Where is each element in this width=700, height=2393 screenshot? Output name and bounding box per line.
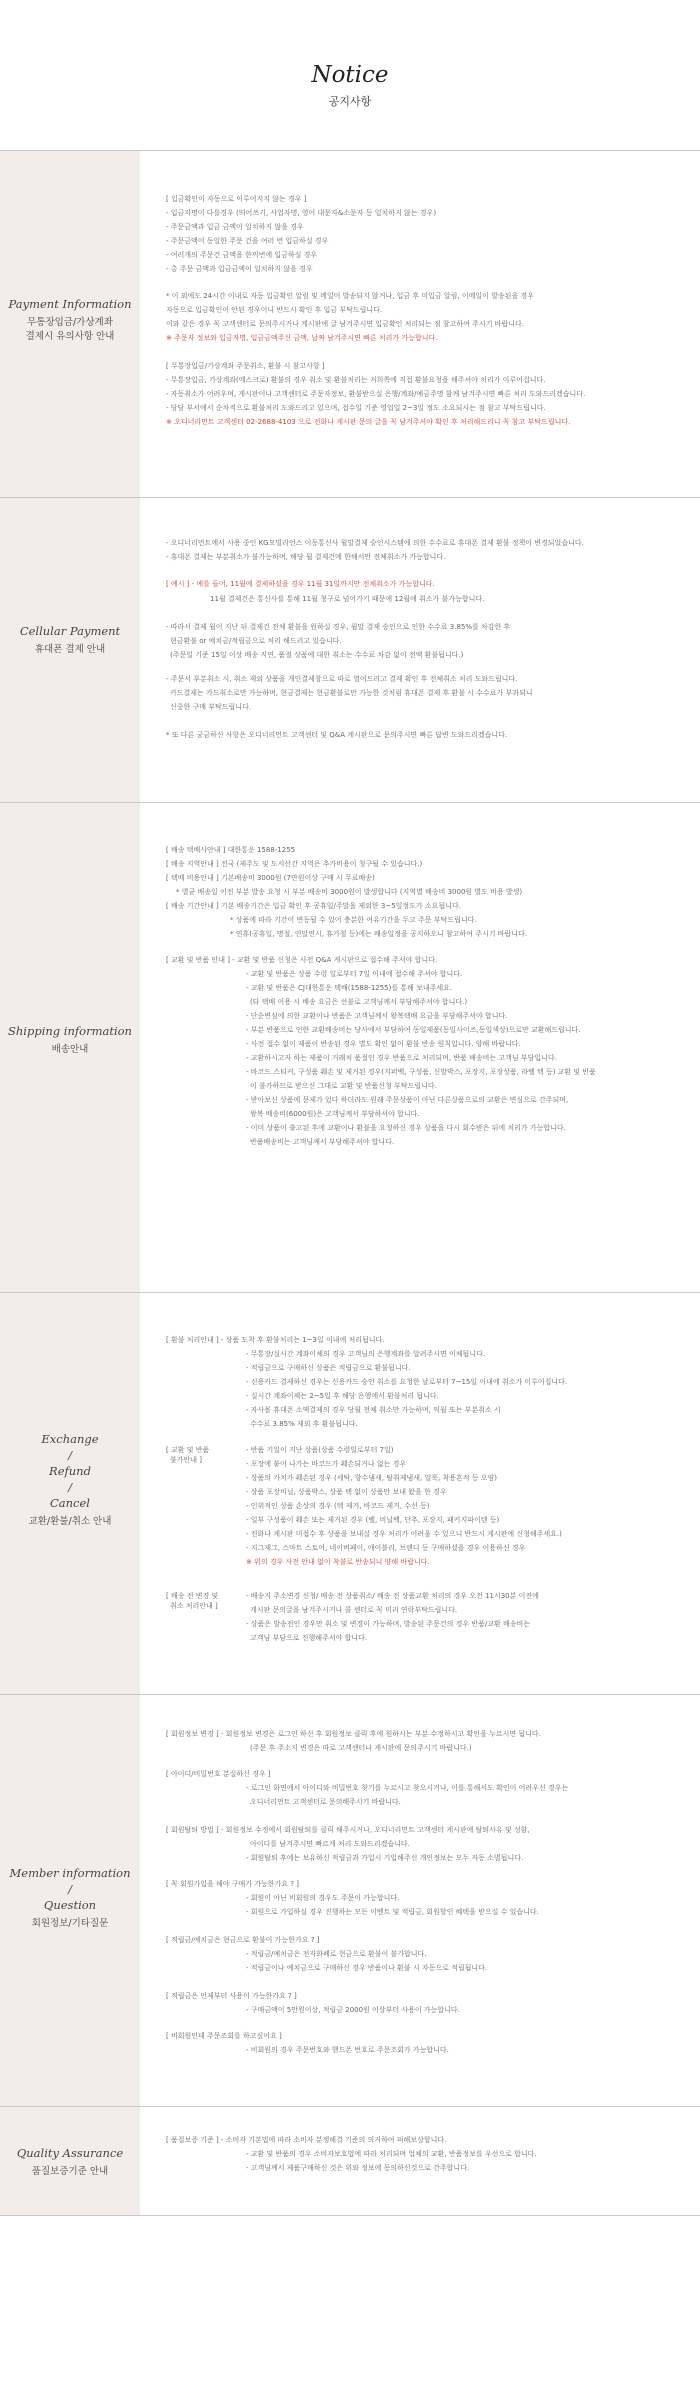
notice-line: - 교환 및 반품은 상품 수령 일로부터 7일 이내에 접수해 주셔야 합니다. [246, 970, 463, 978]
notice-line: 오디너리먼트 고객센터로 문의해주시기 바랍니다. [250, 1798, 401, 1806]
notice-line: - 받아보신 상품에 문제가 있다 하더라도 원래 주문상품이 아닌 다른상품으로의 교환은 변심으로 간주되며, [246, 1096, 569, 1104]
notice-example: [ 예시 ] - 예를 들어, 11월에 결제하셨을 경우 11월 31일까지만 전체취소가 가능합니다. [166, 580, 435, 588]
section-label-panel [0, 498, 140, 803]
notice-line: [ 배송 기간안내 ] 기본 배송기간은 입금 확인 후 공휴일/주말을 제외한 3~5일정도가 소요됩니다. [166, 902, 461, 910]
page-subtitle: 공지사항 [328, 95, 372, 108]
notice-line: - 배송지 주소변경 신청/ 배송 전 상품취소/ 배송 전 상품교환 처리의 경우 오전 11시30분 이전에 [246, 1592, 539, 1600]
notice-line: - 사전 접수 없이 제품이 반송된 경우 별도 확인 없이 환불 반송 원칙입니다. 양해 바랍니다. [246, 1040, 521, 1048]
notice-line: [ 배송 택배사안내 ] 대한통운 1588-1255 [166, 846, 296, 854]
notice-line: - 반품 기일이 지난 상품(상품 수령일로부터 7일) [246, 1446, 394, 1454]
notice-warning: ※ 위의 경우 사전 안내 없이 착불로 반송되니 양해 바랍니다. [246, 1558, 430, 1566]
notice-line: (주문 후 주소지 변경은 따로 고객센터나 게시판에 문의주시기 바랍니다.) [250, 1744, 472, 1752]
notice-line: - 부분 반품으로 인한 교환배송비는 당사에서 부담하여 동일제품(동일사이즈,동일색상)으로만 교환해드립니다. [246, 1026, 581, 1034]
notice-line: [ 꼭 회원가입을 해야 구매가 가능한가요 ? ] [166, 1880, 299, 1888]
notice-line: - 회원탈퇴 후에는 보유하신 적립금과 가입시 기입해주신 개인정보는 모두 자동 소멸됩니다. [246, 1854, 524, 1862]
section-member-information [0, 1694, 700, 2107]
notice-line: - 교환 및 반품은 CJ대한통운 택배(1588-1255)를 통해 보내주세요. [246, 984, 453, 992]
notice-line: * 별균 배송일 이전 부분 발송 요청 시 부분 배송비 3000원이 발생합니다 (지역별 배송비 3000원 별도 비용 발생) [176, 888, 523, 896]
section-title-en: Payment Information [8, 297, 132, 311]
section-content [166, 498, 680, 803]
notice-line: - 무통장입금, 가상계좌(에스크로) 환불의 경우 취소 및 환불처리는 저희쪽에 직접 환불요청을 해주셔야 처리가 이루어집니다. [166, 376, 546, 384]
notice-line: [ 입금확인이 자동으로 이루어지지 않는 경우 ] [166, 195, 307, 203]
notice-line: - 여러개의 주문건 금액을 한꺼번에 입금하실 경우 [166, 251, 318, 259]
section-label-panel [0, 1695, 140, 2107]
section-title-ko: 무통장입금/가상계좌 결제시 유의사항 안내 [25, 317, 115, 342]
notice-line: - 총 주문 금액과 입금금액이 일치하지 않을 경우 [166, 265, 313, 273]
notice-line: [ 배송 전 변경 및 [166, 1592, 219, 1600]
section-label-panel [0, 803, 140, 1293]
notice-line: - 교환 및 반품의 경우 소비자보호법에 따라 처리되며 업체의 교환, 반품정보를 우선으로 합니다. [246, 2150, 537, 2158]
section-content [166, 2107, 680, 2215]
section-title-en: Quality Assurance [16, 2146, 124, 2160]
notice-line: - 구매금액이 5만원이상, 적립금 2000원 이상부터 사용이 가능합니다. [246, 2006, 460, 2014]
notice-line: 카드결제는 카드취소로만 가능하며, 현금결제는 현금환불로만 가능한 것처럼 휴대폰 결제 후 환불 시 수수료가 부과되니 [170, 689, 533, 697]
notice-line: - 휴대폰 결제는 부분취소가 불가능하며, 해당 월 결제건에 한해서만 전체취소가 가능합니다. [166, 553, 446, 561]
notice-line: 수수료 3.85% 제외 후 환불됩니다. [250, 1420, 358, 1428]
notice-line: * 이 외에도 24시간 이내로 자동 입금확인 알림 및 메일이 발송되지 않거나, 입금 후 미입금 알림, 이메일이 발송된을 경우 [166, 292, 534, 300]
page-title: Notice [311, 62, 389, 88]
notice-line: * 또 다른 궁금하신 사항은 오디너리먼트 고객센터 및 Q&A 게시판으로 문의주시면 빠른 답변 도와드리겠습니다. [166, 731, 508, 739]
notice-warning: ※ 주문자 정보와 입금자명, 입금금액주신 금액, 날짜 남겨주시면 빠른 처리가 가능합니다. [166, 334, 438, 342]
section-label-panel [0, 151, 140, 498]
notice-line: 불가안내 ] [170, 1456, 203, 1464]
section-label-panel [0, 2107, 140, 2215]
notice-line: [ 교환 및 반품 [166, 1446, 210, 1454]
section-label-panel [0, 1293, 140, 1695]
notice-line: - 상품 포장비닐, 상품박스, 상품 택 없이 상품만 보내 왔을 한 경우 [246, 1488, 447, 1496]
notice-line: - 회원이 아닌 비회원의 경우도 주문이 가능합니다. [246, 1894, 400, 1902]
notice-line: [ 품질보증 기준 ] - 소비자 기본법에 따라 소비자 분쟁해결 기준의 의거하여 피해보상합니다. [166, 2136, 447, 2144]
notice-line: 이 불가하므로 받으신 그대로 교환 및 반품신청 부탁드립니다. [250, 1082, 437, 1090]
notice-line: 취소 처리안내 ] [170, 1602, 218, 1610]
notice-line: [ 교환 및 반품 안내 ] - 교환 및 반품 신청은 사전 Q&A 게시판으로 접수해 주셔야 합니다. [166, 956, 438, 964]
notice-line: - 실시간 계좌이체는 2~5일 후 해당 은행에서 환불처리 됩니다. [246, 1392, 439, 1400]
notice-line: - 고객님께서 제품구매하신 것은 위와 정보에 동의하신것으로 간주합니다. [246, 2164, 470, 2172]
notice-line: 자동으로 입금확인이 안된 경우이니 반드시 확인 후 입금 부탁드립니다. [166, 306, 383, 314]
notice-line: - 자사몰 휴대폰 소액결제의 경우 당월 전체 취소만 가능하며, 익월 또는 부분취소 시 [246, 1406, 501, 1414]
notice-line: [ 회원정보 변경 ] - 회원정보 변경은 로그인 하신 후 회원정보 클릭 후에 원하시는 부분 수정하시고 확인을 누르시면 됩니다. [166, 1730, 541, 1738]
notice-line: - 교환하시고자 하는 제품이 거래처 품절인 경우 반품으로 처리되며, 반품 배송비는 고객님 부담입니다. [246, 1054, 557, 1062]
notice-line: [ 적립금은 언제부터 사용이 가능한가요 ? ] [166, 1992, 297, 2000]
notice-line: - 바코드 스티커, 구성품 훼손 및 제거된 경우(지퍼백, 구성품, 신발박스, 포장지, 포장상품, 라벨 텍 등) 교환 및 반품 [246, 1068, 596, 1076]
notice-line: - 주문금액과 입금 금액이 일치하지 않을 경우 [166, 223, 304, 231]
notice-line: [ 적립금/예치금은 현금으로 환불이 가능한가요 ? ] [166, 1936, 320, 1944]
notice-line: [ 환불 처리안내 ] - 상품 도착 후 환불처리는 1~3일 이내에 처리됩니다. [166, 1336, 385, 1344]
notice-line: 11월 결제건은 통신사를 통해 11월 청구로 넘어가기 때문에 12월에 취소가 불가능합니다. [210, 595, 485, 603]
notice-line: [ 택배 비용안내 ] 기본배송비 3000원 (7만원이상 구매 시 무료배송) [166, 874, 375, 882]
notice-line: - 인위적인 상품 손상의 경우 (택 제거, 바코드 제거, 수선 등) [246, 1502, 430, 1510]
notice-line: 신중한 구매 부탁드립니다. [170, 703, 252, 711]
section-title-ko: 배송안내 [51, 1044, 89, 1055]
notice-header [0, 0, 700, 150]
notice-line: - 적립금/예치금은 전자화폐로 현금으로 환불이 불가합니다. [246, 1950, 427, 1958]
notice-line: - 당담 부서에서 순차적으로 환불처리 도와드리고 있으며, 접수일 기준 영업일 2~3일 정도 소요되시는 점 참고 부탁드립니다. [166, 404, 546, 412]
notice-line: [ 무통장입금/가상계좌 주문취소, 환불 시 참고사항 ] [166, 362, 325, 370]
notice-line: - 상품의 가치가 훼손된 경우 (세탁, 향수냄새, 탈취제냄새, 얼룩, 착용흔적 등 오염) [246, 1474, 497, 1482]
section-title-en: Shipping information [8, 1024, 132, 1038]
notice-line: - 자동취소가 어려우며, 게시판이나 고객센터로 주문자정보, 환불받으실 은행/계좌/예금주명 함께 남겨주시면 빠른 처리 도와드리겠습니다. [166, 390, 586, 398]
notice-line: * 연휴(공휴일, 명절, 연말연시, 휴가철 등)에는 배송일정을 공지하오니 참고하여 주시기 바랍니다. [230, 930, 528, 938]
notice-line: - 단순변심에 의한 교환이나 반품은 고객님께서 왕복택배 요금을 부담해주셔야 합니다. [246, 1012, 508, 1020]
notice-line: 왕복 배송비(6000원)은 고객님께서 부담하셔야 합니다. [250, 1110, 420, 1118]
notice-line: 현금환불 or 예치금/적립금으로 처리 해드리고 있습니다. [170, 637, 342, 645]
notice-line: - 회원으로 가입하실 경우 진행하는 모든 이벤트 및 적립금, 회원할인 혜택을 받으실 수 있습니다. [246, 1908, 539, 1916]
notice-line: - 적립금이나 예치금으로 구매하신 경우 반품이나 환불 시 자동으로 적립됩니다. [246, 1964, 488, 1972]
notice-line: 게시판 문의글을 남겨주시거나 콜 센터로 꼭 미리 연락부탁드립니다. [250, 1606, 458, 1614]
notice-line: - 일부 구성품이 훼손 또는 제거된 경우 (벨, 비닐백, 단추, 포장지, 패키지파이텐 등) [246, 1516, 500, 1524]
section-shipping-information [0, 802, 700, 1293]
notice-line: 반품배송비는 고객님께서 부담해주셔야 합니다. [250, 1138, 395, 1146]
section-exchange-refund-cancel [0, 1292, 700, 1695]
section-title-en: Member information / Question [9, 1866, 131, 1912]
section-content [166, 803, 680, 1293]
notice-line: 이와 같은 경우 꼭 고객센터로 문의주시거나 게시판에 글 남겨주시면 입금확인 처리되는 점 참고하여 주시기 바랍니다. [166, 320, 524, 328]
section-title-ko: 품질보증기준 안내 [31, 2166, 109, 2177]
notice-line: - 전화나 게시판 미접수 후 상품을 보내실 경우 처리가 어려울 수 있으니 반드시 게시판에 신청해주세요.) [246, 1530, 562, 1538]
notice-line: - 비회원의 경우 주문번호와 핸드폰 번호로 주문조회가 가능합니다. [246, 2046, 449, 2054]
notice-line: - 무통장/실시간 계좌이체의 경우 고객님의 은행계좌를 알려주시면 이체됩니다. [246, 1350, 486, 1358]
notice-line: - 주문서 부분취소 시, 취소 제외 상품을 개인결제창으로 따로 열어드리고 결제 확인 후 전체취소 처리 도와드립니다. [166, 675, 518, 683]
notice-line: - 오디너리먼트에서 사용 중인 KG모빌리언스 이동통신사 월말결제 승인시스템에 의한 수수료로 휴대폰 결제 환불 정책이 변경되었습니다. [166, 539, 584, 547]
section-quality-assurance [0, 2106, 700, 2216]
notice-line: - 주문금액이 동일한 주문 건을 여러 번 입금하실 경우 [166, 237, 329, 245]
notice-line: (주문일 기준 15일 이상 배송 지연, 품절 상품에 대한 취소는 수수료 차감 없이 전액 환불됩니다.) [170, 651, 464, 659]
section-title-ko: 교환/환불/취소 안내 [28, 1516, 112, 1527]
notice-line: - 지그재그, 스마트 스토어, 네이버페이, 에이블리, 브랜디 등 구매하셨을 경우 이용하신 경우 [246, 1544, 526, 1552]
notice-line: [ 비회원인데 주문조회를 하고싶어요 ] [166, 2032, 282, 2040]
section-content [166, 151, 680, 498]
notice-line: - 입금자명이 다를경우 (띄어쓰기, 사업자명, 영어 대문자&소문자 등 일치하지 않는 경우) [166, 209, 437, 217]
section-title-en: Exchange / Refund / Cancel [41, 1432, 99, 1510]
section-cellular-payment [0, 497, 700, 803]
notice-line: * 상품에 따라 기간이 변동될 수 있어 충분한 여유기간을 두고 주문 부탁드립니다. [230, 916, 477, 924]
notice-line: - 로그인 화면에서 아이디와 비밀번호 찾기를 누르시고 찾으시거나, 이를 통해서도 확인이 어려우신 경우는 [246, 1784, 569, 1792]
notice-line: - 적립금으로 구매하신 상품은 적립금으로 환불됩니다. [246, 1364, 411, 1372]
notice-line: - 따라서 결제 월이 지난 뒤 결제건 전체 환불을 원하실 경우, 월말 결제 승인으로 인한 수수료 3.85%를 차감한 후 [166, 623, 511, 631]
notice-line: - 상품은 발송전인 경우만 취소 및 변경이 가능하며, 발송된 주문건의 경우 반품/교환 배송비는 [246, 1620, 531, 1628]
notice-line: 아이디를 남겨주시면 빠르게 처리 도와드리겠습니다. [250, 1840, 410, 1848]
notice-line: (타 택배 이용 시 배송 요금은 선불로 고객님께서 부담해주셔야 합니다.) [250, 998, 468, 1006]
section-content [166, 1695, 680, 2107]
notice-line: - 포장에 붙어 나가는 바코드가 훼손되거나 없는 경우 [246, 1460, 407, 1468]
section-content [166, 1293, 680, 1695]
section-title-ko: 휴대폰 결제 안내 [34, 644, 106, 655]
section-payment-information [0, 150, 700, 498]
notice-line: - 신용카드 결제하신 경우는 신용카드 승인 취소를 요청한 날로부터 7~15일 이내에 취소가 이루어집니다. [246, 1378, 568, 1386]
section-title-ko: 회원정보/기타질문 [31, 1918, 109, 1929]
section-title-en: Cellular Payment [19, 624, 121, 638]
notice-line: 고객님 부담으로 진행해주셔야 합니다. [250, 1634, 368, 1642]
notice-line: [ 아이디/비밀번호 분실하신 경우 ] [166, 1770, 271, 1778]
notice-line: [ 배송 지역안내 ] 전국 (제주도 및 도서산간 지역은 추가비용이 청구될 수 있습니다.) [166, 860, 423, 868]
notice-line: - 이미 상품이 출고된 후에 교환이나 환불을 요청하신 경우 상품을 다시 회수받은 뒤에 처리가 가능합니다. [246, 1124, 566, 1132]
notice-line: [ 회원탈퇴 방법 ] - 회원정보 수정에서 회원탈퇴를 클릭 해주시거나, 오디너리먼트 고객센터 게시판에 탈퇴사유 및 성함, [166, 1826, 530, 1834]
notice-warning: ※ 오디너리먼트 고객센터 02-2688-4103 으로 전화나 게시판 문의 글을 꼭 남겨주셔야 확인 후 처리해드리니 꼭 참고 부탁드립니다. [166, 418, 571, 426]
